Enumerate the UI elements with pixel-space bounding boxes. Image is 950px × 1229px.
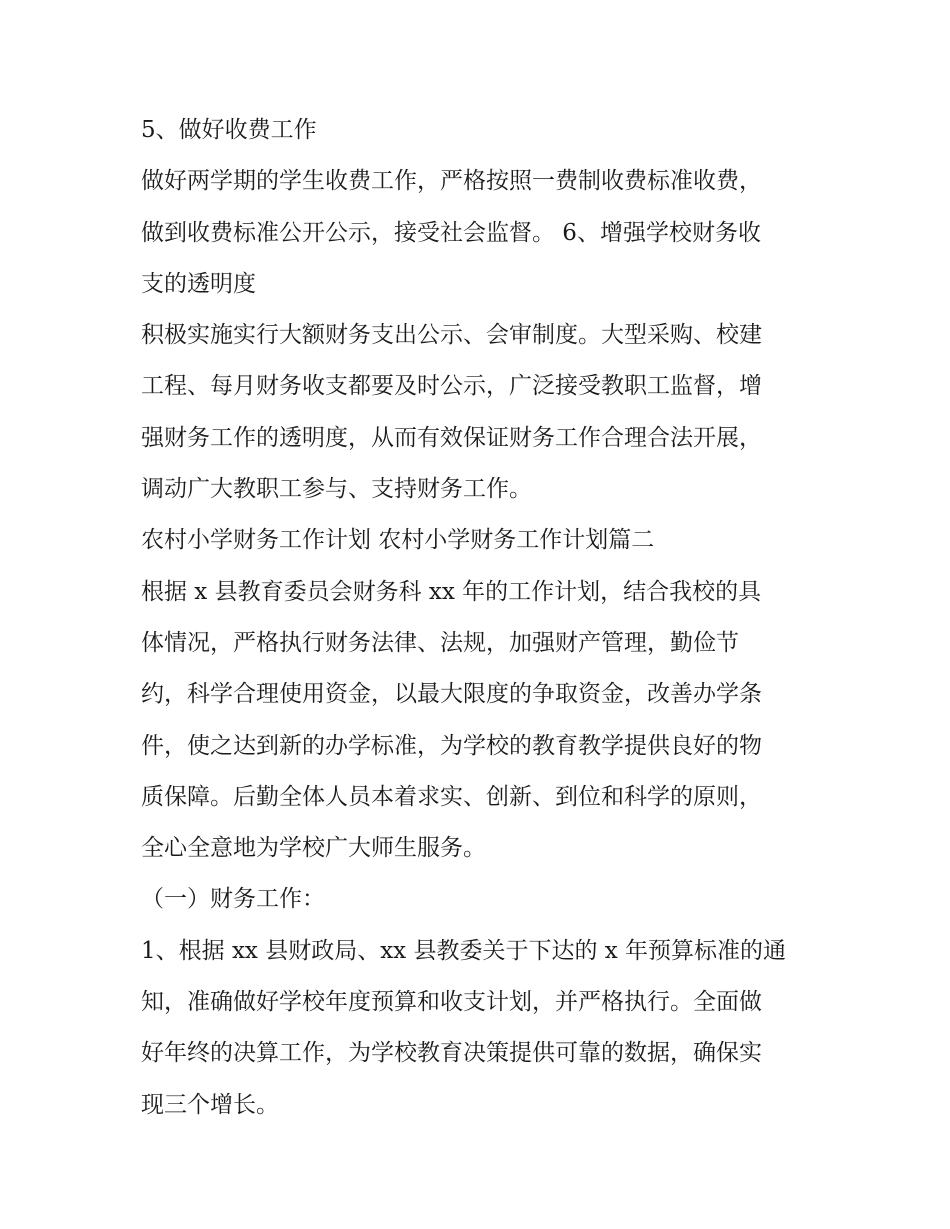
text-line: 积极实施实行大额财务支出公示、会审制度。大型采购、校建 <box>141 322 762 349</box>
section-title-plan-two <box>141 515 813 566</box>
text-line: 强财务工作的透明度，从而有效保证财务工作合理合法开展， <box>141 424 762 451</box>
text-line: 质保障。后勤全体人员本着求实、创新、到位和科学的原则， <box>141 783 762 810</box>
text-line: 好年终的决算工作，为学校教育决策提供可靠的数据，确保实 <box>141 1040 762 1067</box>
paragraph-fee-collection <box>141 156 813 310</box>
text-line: 1、根据 xx 县财政局、xx 县教委关于下达的 x 年预算标准的通 <box>141 937 787 964</box>
text-line: 农村小学财务工作计划 农村小学财务工作计划篇二 <box>141 527 655 554</box>
heading-item-5 <box>141 105 813 156</box>
text-line: 约，科学合理使用资金，以最大限度的争取资金，改善办学条 <box>141 681 762 708</box>
text-line: 知，准确做好学校年度预算和收支计划，并严格执行。全面做 <box>141 989 762 1016</box>
text-line: 体情况，严格执行财务法律、法规，加强财产管理，勤俭节 <box>141 629 739 656</box>
text-line: 工程、每月财务收支都要及时公示，广泛接受教职工监督，增 <box>141 373 762 400</box>
heading-financial-work <box>141 874 813 925</box>
text-line: 支的透明度 <box>141 270 256 297</box>
text-line: （一）财务工作： <box>141 886 325 913</box>
text-line: 件，使之达到新的办学标准，为学校的教育教学提供良好的物 <box>141 732 762 759</box>
text-line: 调动广大教职工参与、支持财务工作。 <box>141 476 532 503</box>
text-line: 5、做好收费工作 <box>141 117 317 143</box>
paragraph-transparency <box>141 310 813 515</box>
text-line: 全心全意地为学校广大师生服务。 <box>141 835 486 862</box>
text-line: 根据 x 县教育委员会财务科 xx 年的工作计划，结合我校的具 <box>141 578 762 605</box>
paragraph-budget <box>141 926 813 1131</box>
text-line: 做到收费标准公开公示，接受社会监督。 6、增强学校财务收 <box>141 219 761 246</box>
text-line: 现三个增长。 <box>141 1091 279 1118</box>
document-body <box>141 105 813 1131</box>
paragraph-plan-intro <box>141 567 813 875</box>
text-line: 做好两学期的学生收费工作，严格按照一费制收费标准收费， <box>141 168 762 195</box>
